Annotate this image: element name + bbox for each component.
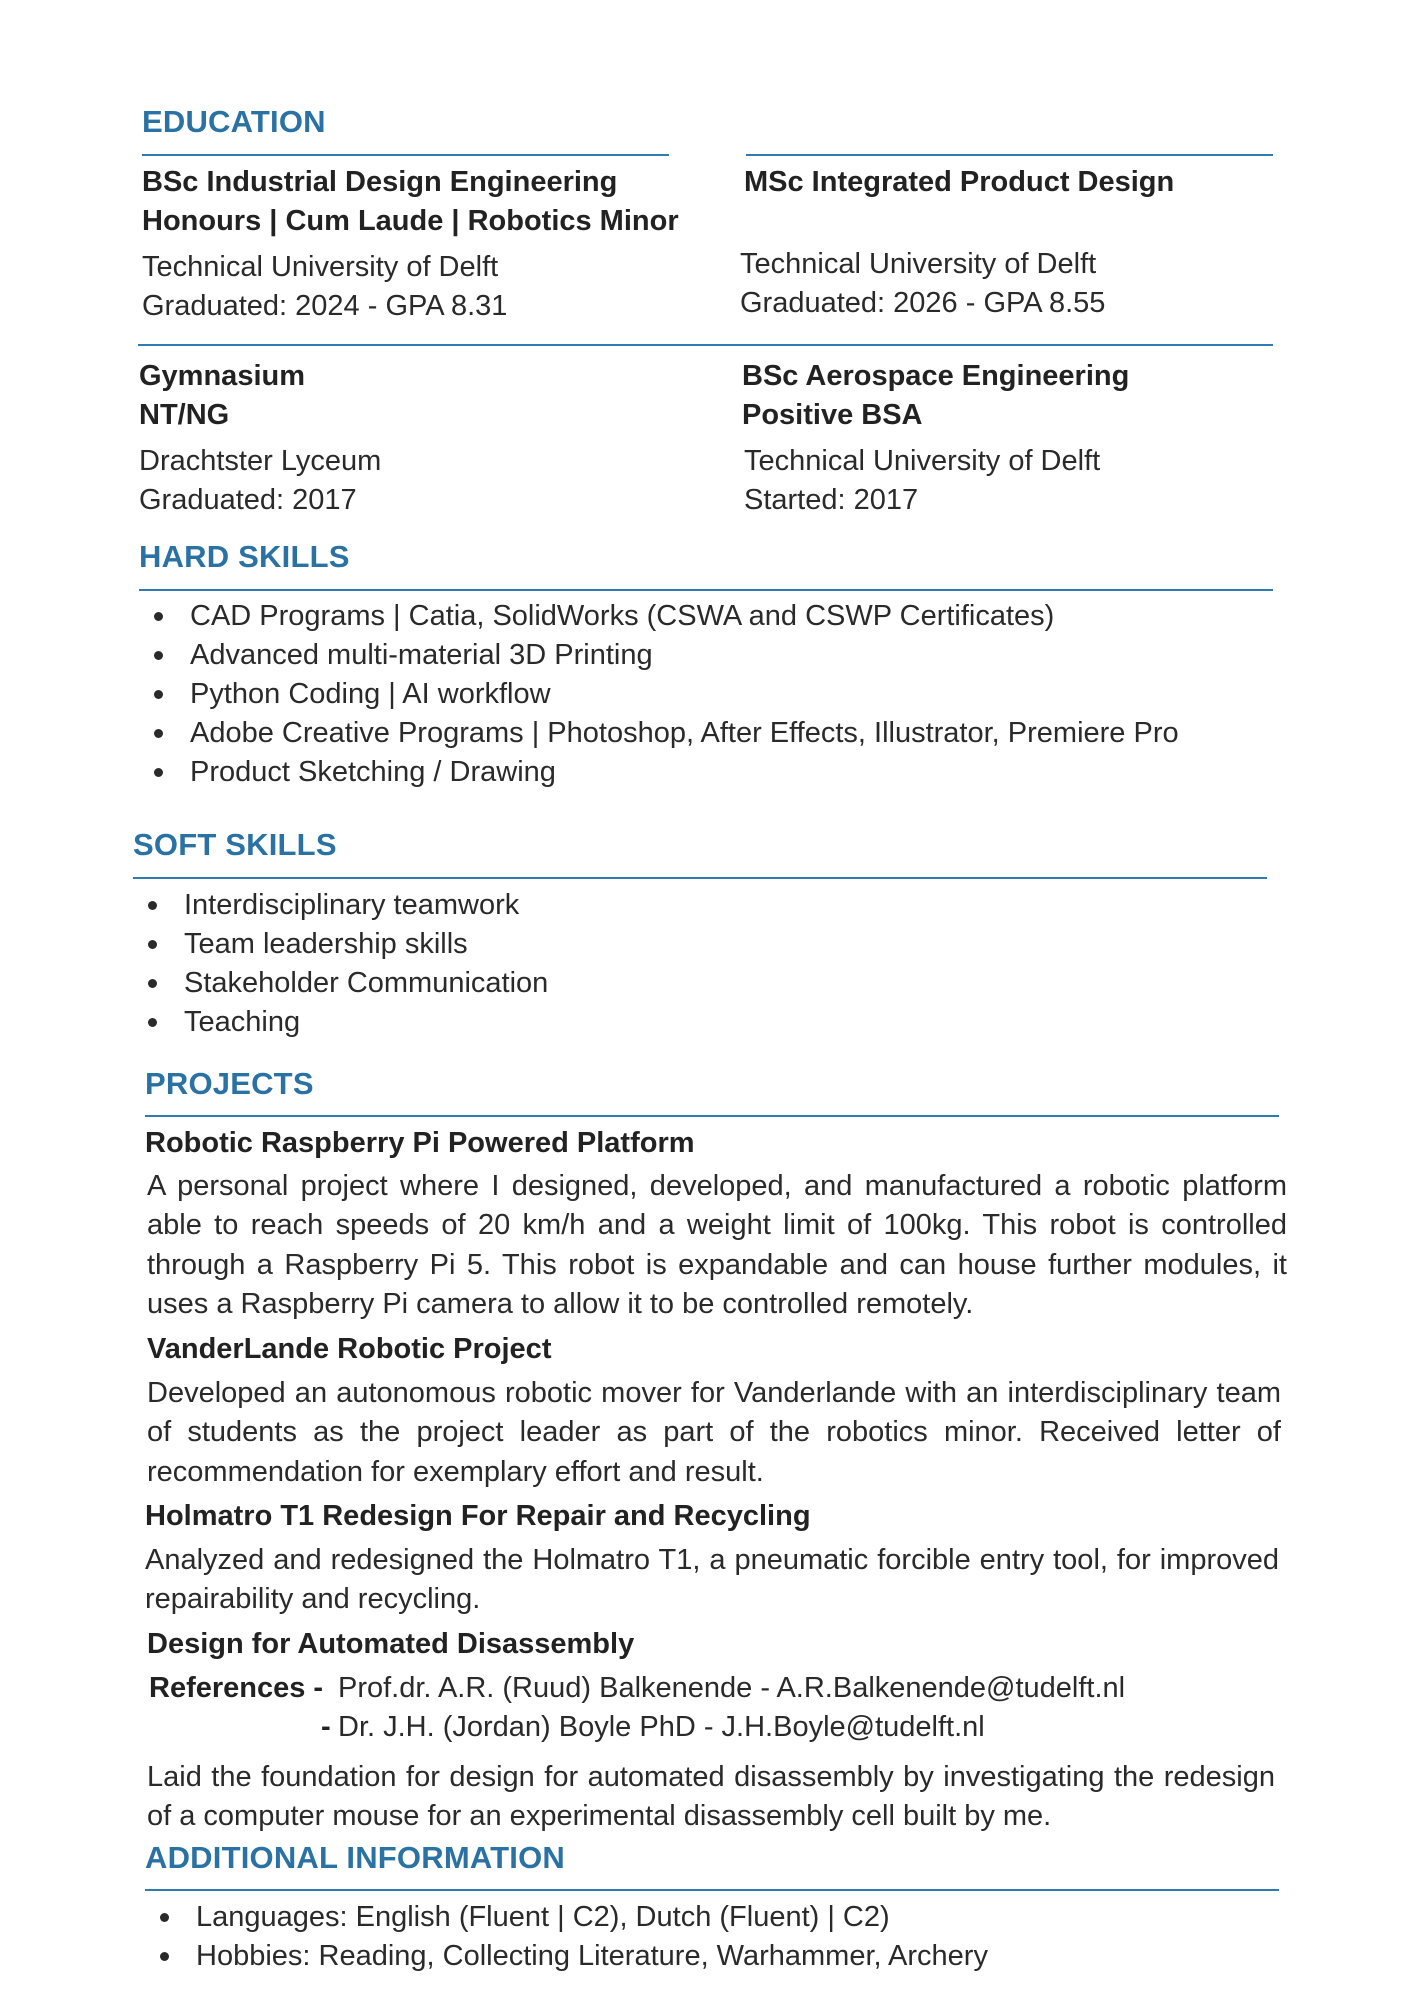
section-divider <box>746 154 1273 156</box>
additional-info-heading: ADDITIONAL INFORMATION <box>145 1840 565 1875</box>
section-divider <box>133 877 1267 879</box>
bullet-icon <box>148 1018 157 1027</box>
project-description: Developed an autonomous robotic mover for Vanderlande with an interdisciplinary team of students as the project leader as part of the robotics minor. Received letter of recommendation for exemplary effort and result. <box>147 1377 1281 1488</box>
degree-title: BSc Industrial Design Engineering <box>142 166 618 198</box>
degree-subtitle: Positive BSA <box>742 399 923 431</box>
list-item: Interdisciplinary teamwork <box>136 886 548 925</box>
degree-title: BSc Aerospace Engineering <box>742 360 1130 392</box>
project-description: Analyzed and redesigned the Holmatro T1, a pneumatic forcible entry tool, for improved repairability and recycling. <box>145 1544 1279 1616</box>
degree-subtitle: Honours | Cum Laude | Robotics Minor <box>142 205 679 237</box>
reference-entry: Dr. J.H. (Jordan) Boyle PhD - J.H.Boyle@tudelft.nl <box>338 1711 985 1743</box>
degree-title: MSc Integrated Product Design <box>744 166 1175 198</box>
projects-heading: PROJECTS <box>145 1066 314 1101</box>
list-item: Adobe Creative Programs | Photoshop, After Effects, Illustrator, Premiere Pro <box>142 714 1179 753</box>
list-item: Stakeholder Communication <box>136 964 548 1003</box>
education-heading: EDUCATION <box>142 104 326 139</box>
soft-skills-heading: SOFT SKILLS <box>133 827 337 862</box>
list-item: Teaching <box>136 1003 548 1042</box>
section-divider <box>139 589 1273 591</box>
school-name: Technical University of Delft <box>142 251 499 283</box>
degree-subtitle: NT/NG <box>139 399 230 431</box>
school-name: Technical University of Delft <box>744 445 1101 477</box>
school-name: Drachtster Lyceum <box>139 445 382 477</box>
section-divider <box>142 154 669 156</box>
project-title: Robotic Raspberry Pi Powered Platform <box>145 1127 695 1159</box>
list-item: Advanced multi-material 3D Printing <box>142 636 1179 675</box>
project-title: VanderLande Robotic Project <box>147 1333 552 1365</box>
bullet-icon <box>148 979 157 988</box>
bullet-icon <box>148 901 157 910</box>
project-title: Design for Automated Disassembly <box>147 1628 635 1660</box>
soft-skills-list <box>136 886 548 1042</box>
list-item: CAD Programs | Catia, SolidWorks (CSWA and CSWP Certificates) <box>142 597 1179 636</box>
bullet-icon <box>154 612 163 621</box>
bullet-icon <box>154 729 163 738</box>
bullet-icon <box>160 1913 169 1922</box>
graduation-date: Graduated: 2026 - GPA 8.55 <box>740 287 1106 319</box>
bullet-icon <box>154 690 163 699</box>
bullet-icon <box>160 1952 169 1961</box>
project-description: A personal project where I designed, developed, and manufactured a robotic platform able to reach speeds of 20 km/h and a weight limit of 100kg. This robot is controlled through a Raspberry Pi 5. This robot is expandable and can house further modules, it uses a Raspberry Pi camera to allow it to be controlled remotely. <box>147 1170 1287 1320</box>
list-item: Languages: English (Fluent | C2), Dutch (Fluent) | C2) <box>148 1898 988 1937</box>
section-divider <box>145 1115 1279 1117</box>
graduation-date: Started: 2017 <box>744 484 919 516</box>
references-label: References - <box>149 1672 324 1704</box>
bullet-icon <box>154 651 163 660</box>
reference-dash: - <box>321 1711 331 1743</box>
additional-info-list <box>148 1898 988 1976</box>
graduation-date: Graduated: 2017 <box>139 484 357 516</box>
bullet-icon <box>148 940 157 949</box>
section-divider <box>138 344 1273 346</box>
graduation-date: Graduated: 2024 - GPA 8.31 <box>142 290 508 322</box>
bullet-icon <box>154 768 163 777</box>
project-title: Holmatro T1 Redesign For Repair and Recycling <box>145 1500 811 1532</box>
list-item: Python Coding | AI workflow <box>142 675 1179 714</box>
hard-skills-list <box>142 597 1179 792</box>
section-divider <box>145 1889 1279 1891</box>
reference-entry: Prof.dr. A.R. (Ruud) Balkenende - A.R.Balkenende@tudelft.nl <box>338 1672 1126 1704</box>
degree-title: Gymnasium <box>139 360 305 392</box>
list-item: Product Sketching / Drawing <box>142 753 1179 792</box>
project-description: Laid the foundation for design for automated disassembly by investigating the redesign of a computer mouse for an experimental disassembly cell built by me. <box>147 1761 1275 1833</box>
list-item: Hobbies: Reading, Collecting Literature, Warhammer, Archery <box>148 1937 988 1976</box>
school-name: Technical University of Delft <box>740 248 1097 280</box>
hard-skills-heading: HARD SKILLS <box>139 539 350 574</box>
list-item: Team leadership skills <box>136 925 548 964</box>
